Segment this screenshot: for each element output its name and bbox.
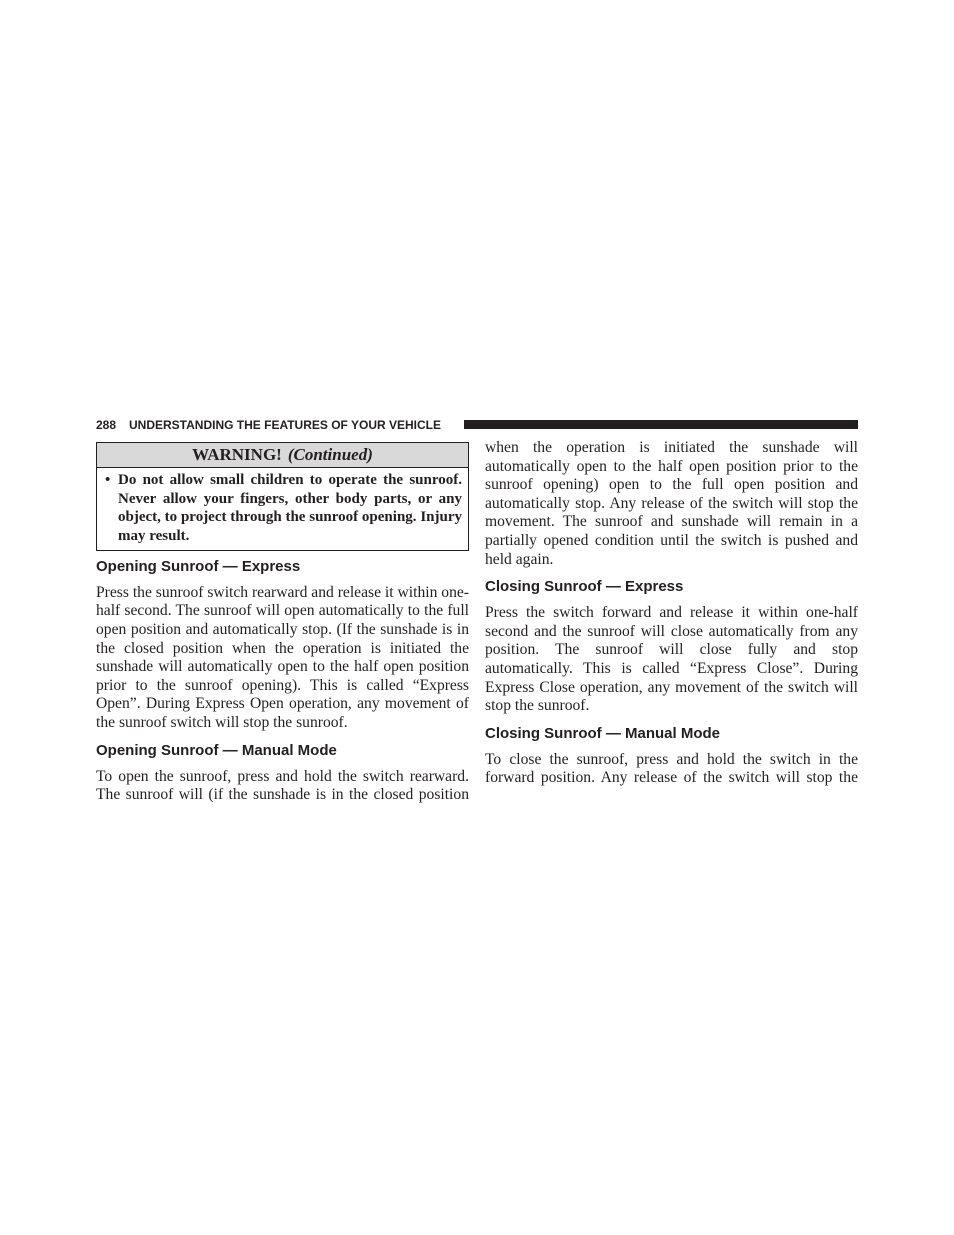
heading-closing-manual: Closing Sunroof — Manual Mode bbox=[485, 724, 720, 742]
page-number: 288 bbox=[96, 418, 117, 432]
paragraph-opening-express: Press the sunroof switch rearward and release it within one-half second. The sunroof will open automatically to the full open position and automatically stop. (If the sunshade is in the closed position when the operation is initiated the sunshade will automatically open to the half open position prior to the sunroof opening). This is called “Express Open”. During Express Open operation, any movement of the sunroof switch will stop the sunroof. bbox=[96, 583, 469, 731]
paragraph-closing-express: Press the switch forward and release it within one-half second and the sunroof will close automatically from any position. The sunroof will close fully and stop automatically. This is called “Express Close”. During Express Close operation, any movement of the switch will stop the sunroof. bbox=[485, 604, 858, 715]
section-title: UNDERSTANDING THE FEATURES OF YOUR VEHICLE bbox=[129, 418, 442, 432]
warning-text: Do not allow small children to operate the sunroof. Never allow your fingers, other body parts, or any object, to project through the sunroof opening. Injury may result. bbox=[118, 472, 462, 545]
paragraph-opening-manual-part1: To open the sunroof, press and hold the switch rearward. The sunroof will (if the sunshade is in the closed position bbox=[96, 767, 469, 804]
header-rule bbox=[464, 420, 858, 429]
heading-opening-manual: Opening Sunroof — Manual Mode bbox=[96, 741, 337, 759]
warning-header bbox=[97, 443, 468, 468]
paragraph-closing-manual: To close the sunroof, press and hold the switch in the forward position. Any release of the switch will stop the bbox=[485, 750, 858, 787]
heading-opening-express: Opening Sunroof — Express bbox=[96, 557, 301, 575]
right-column bbox=[485, 439, 858, 788]
heading-closing-express: Closing Sunroof — Express bbox=[485, 578, 684, 596]
warning-body bbox=[97, 468, 468, 550]
warning-title: WARNING! bbox=[192, 445, 282, 464]
page-header bbox=[96, 417, 858, 433]
left-column bbox=[96, 442, 469, 805]
warning-continued: (Continued) bbox=[287, 445, 373, 464]
warning-box bbox=[96, 442, 469, 551]
bullet-icon: • bbox=[105, 472, 111, 488]
paragraph-opening-manual-part2: when the operation is initiated the sunshade will automatically open to the half open position prior to the sunroof opening) open to the full open position and automatically stop. Any release of the switch will stop the movement. The sunroof and sunshade will remain in a partially opened condition until the switch is pushed and held again. bbox=[485, 439, 858, 568]
